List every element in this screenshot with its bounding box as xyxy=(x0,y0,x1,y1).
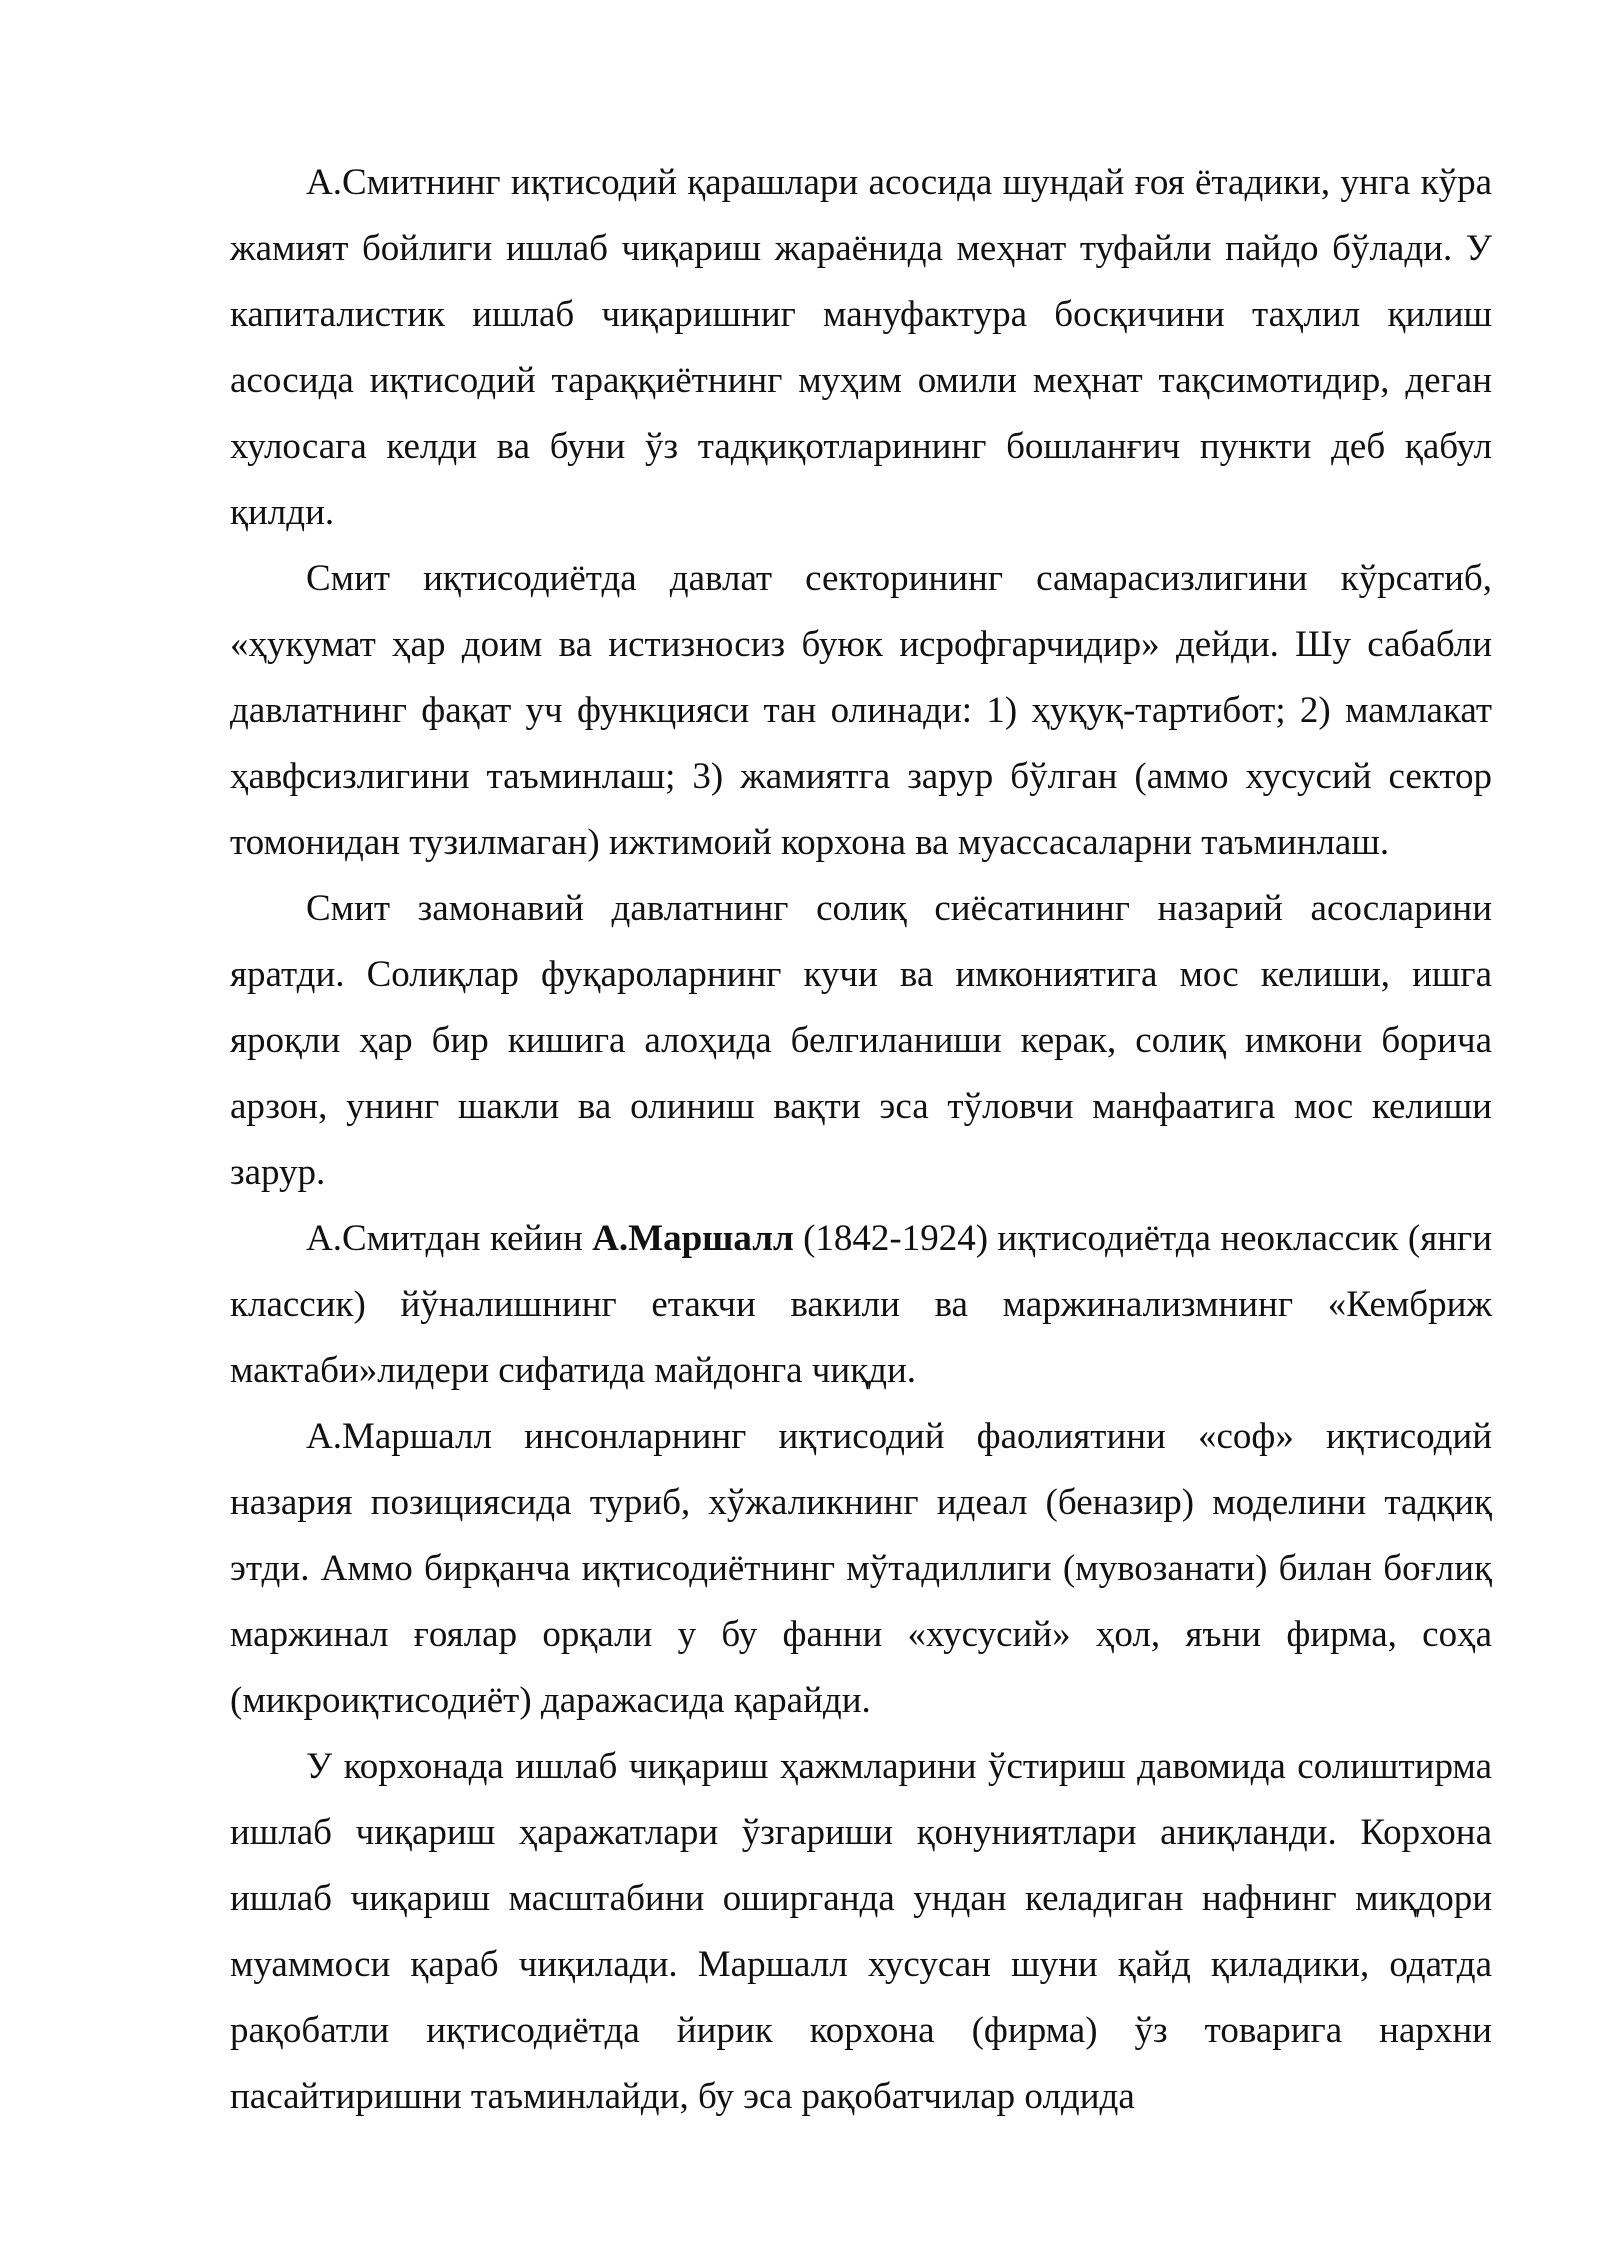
document-page xyxy=(230,150,1492,2130)
paragraph-marshall-intro xyxy=(230,1206,1492,1404)
paragraph-enterprise-production: У корхонада ишлаб чиқариш ҳажмларини ўстириш давомида солиштирма ишлаб чиқариш ҳаражатлари ўзгариши қонуниятлари аниқланди. Корхона ишлаб чиқариш масштабини оширганда ундан келадиган нафнинг миқдори муаммоси қараб чиқилади. Маршалл хусусан шуни қайд қиладики, одатда рақобатли иқтисодиётда йирик корхона (фирма) ўз товарига нархни пасайтиришни таъминлайди, бу эса рақобатчилар олдида xyxy=(230,1746,1492,2117)
paragraph-marshall-theory: А.Маршалл инсонларнинг иқтисодий фаолиятини «соф» иқтисодий назария позициясида туриб, хўжаликнинг идеал (беназир) моделини тадқиқ этди. Аммо бирқанча иқтисодиётнинг мўтадиллиги (мувозанати) билан боғлиқ маржинал ғоялар орқали у бу фанни «хусусий» ҳол, яъни фирма, соҳа (микроиқтисодиёт) даражасида қарайди. xyxy=(230,1416,1492,1721)
marshall-intro-lead: А.Смитдан кейин xyxy=(306,1218,593,1259)
marshall-intro-rest: (1842-1924) иқтисодиётда неоклассик (янги классик) йўналишнинг етакчи вакили ва маржинализмнинг «Кембриж мактаби»лидери сифатида майдонга чиқди. xyxy=(230,1218,1492,1391)
paragraph-smith-state-sector: Смит иқтисодиётда давлат секторининг самарасизлигини кўрсатиб, «ҳукумат ҳар доим ва истизносиз буюк исрофгарчидир» дейди. Шу сабабли давлатнинг фақат уч функцияси тан олинади: 1) ҳуқуқ-тартибот; 2) мамлакат ҳавфсизлигини таъминлаш; 3) жамиятга зарур бўлган (аммо хусусий сектор томонидан тузилмаган) ижтимоий корхона ва муассасаларни таъминлаш. xyxy=(230,558,1492,863)
paragraph-smith-tax-policy: Смит замонавий давлатнинг солиқ сиёсатининг назарий асосларини яратди. Солиқлар фуқароларнинг кучи ва имкониятига мос келиши, ишга яроқли ҳар бир кишига алоҳида белгиланиши керак, солиқ имкони борича арзон, унинг шакли ва олиниш вақти эса тўловчи манфаатига мос келиши зарур. xyxy=(230,888,1492,1193)
paragraph-smith-views: А.Смитнинг иқтисодий қарашлари асосида шундай ғоя ётадики, унга кўра жамият бойлиги ишлаб чиқариш жараёнида меҳнат туфайли пайдо бўлади. У капиталистик ишлаб чиқаришниг мануфактура босқичини таҳлил қилиш асосида иқтисодий тараққиётнинг муҳим омили меҳнат тақсимотидир, деган хулосага келди ва буни ўз тадқиқотларининг бошланғич пункти деб қабул қилди. xyxy=(230,162,1492,533)
marshall-name-bold: А.Маршалл xyxy=(592,1218,794,1259)
